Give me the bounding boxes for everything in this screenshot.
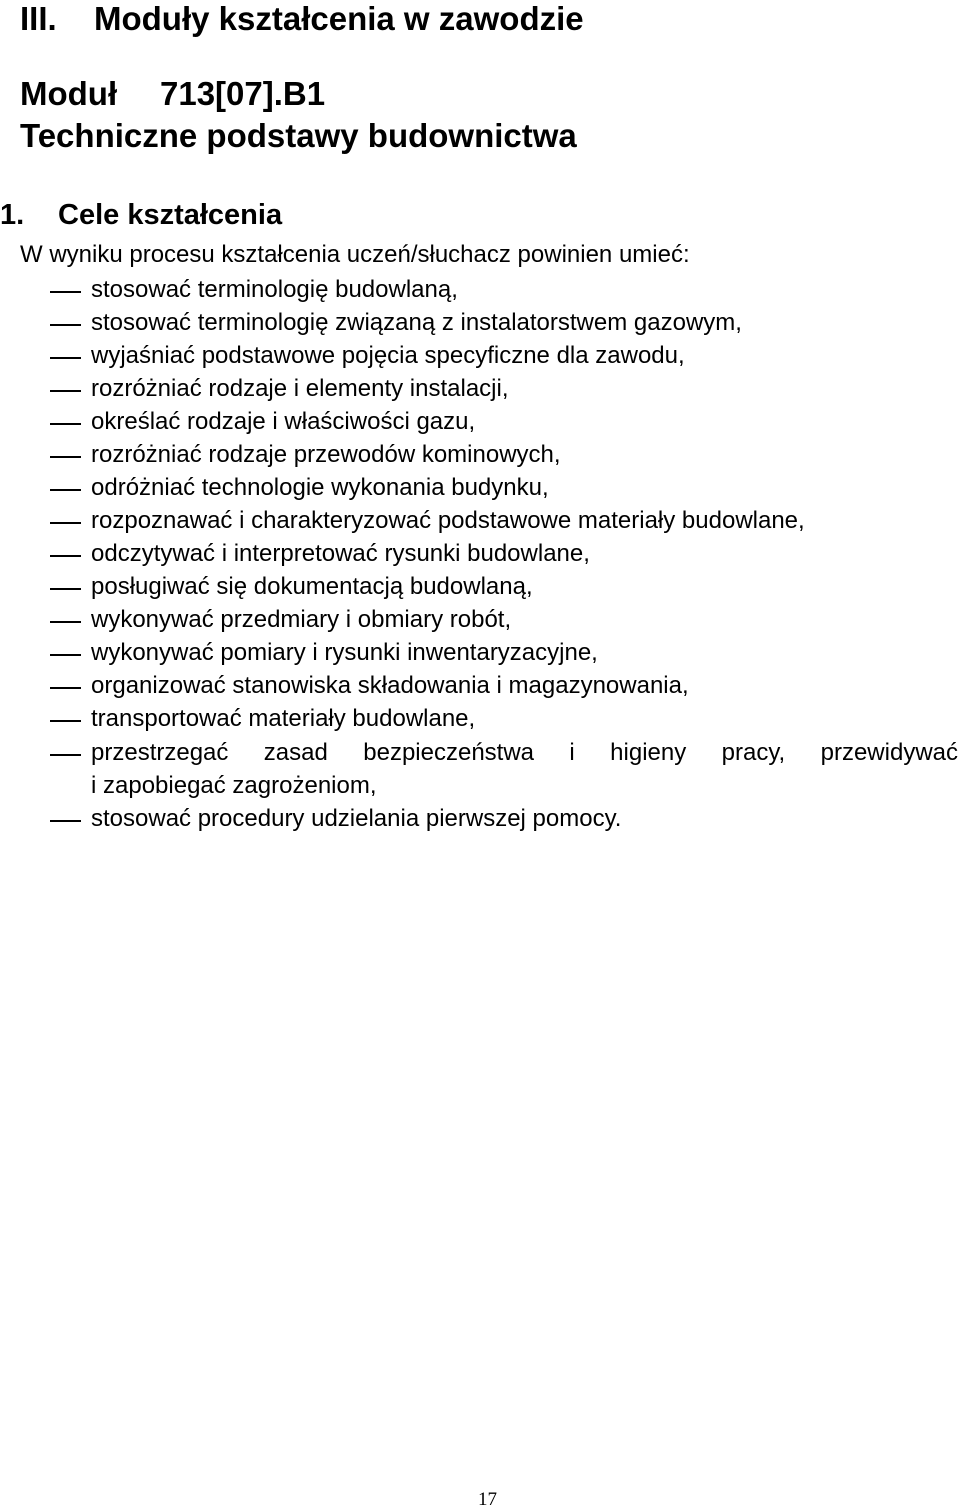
list-item: wyjaśniać podstawowe pojęcia specyficzne dla zawodu, bbox=[91, 342, 685, 369]
section-number: 1. bbox=[0, 199, 25, 231]
list-item: transportować materiały budowlane, bbox=[91, 705, 476, 732]
section-intro: W wyniku procesu kształcenia uczeń/słuchacz powinien umieć: bbox=[20, 241, 690, 268]
list-item: stosować procedury udzielania pierwszej pomocy. bbox=[91, 805, 622, 832]
dash-bullet bbox=[50, 820, 81, 822]
section-title: Cele kształcenia bbox=[58, 199, 283, 231]
list-item: posługiwać się dokumentacją budowlaną, bbox=[91, 573, 533, 600]
list-item: przestrzegać zasad bezpieczeństwa i higieny pracy, przewidywać bbox=[91, 739, 958, 766]
list-item: organizować stanowiska składowania i magazynowania, bbox=[91, 672, 689, 699]
module-title: Techniczne podstawy budownictwa bbox=[20, 117, 577, 154]
dash-bullet bbox=[50, 357, 81, 359]
dash-bullet bbox=[50, 654, 81, 656]
dash-bullet bbox=[50, 456, 81, 458]
list-item: wykonywać przedmiary i obmiary robót, bbox=[91, 606, 512, 633]
dash-bullet bbox=[50, 390, 81, 392]
list-item: odróżniać technologie wykonania budynku, bbox=[91, 474, 549, 501]
list-item: rozpoznawać i charakteryzować podstawowe materiały budowlane, bbox=[91, 507, 805, 534]
dash-bullet bbox=[50, 555, 81, 557]
page-number: 17 bbox=[478, 1489, 497, 1510]
dash-bullet bbox=[50, 324, 81, 326]
dash-bullet bbox=[50, 423, 81, 425]
list-item-continuation: i zapobiegać zagrożeniom, bbox=[91, 772, 377, 799]
list-item: rozróżniać rodzaje przewodów kominowych, bbox=[91, 441, 561, 468]
part-numeral: III. bbox=[20, 0, 57, 37]
list-item: odczytywać i interpretować rysunki budowlane, bbox=[91, 540, 590, 567]
dash-bullet bbox=[50, 489, 81, 491]
part-title: Moduły kształcenia w zawodzie bbox=[94, 0, 584, 37]
dash-bullet bbox=[50, 687, 81, 689]
module-label: Moduł bbox=[20, 75, 118, 112]
dash-bullet bbox=[50, 754, 81, 756]
list-item: stosować terminologię związaną z instalatorstwem gazowym, bbox=[91, 309, 742, 336]
dash-bullet bbox=[50, 621, 81, 623]
list-item: wykonywać pomiary i rysunki inwentaryzacyjne, bbox=[91, 639, 598, 666]
list-item: stosować terminologię budowlaną, bbox=[91, 276, 458, 303]
dash-bullet bbox=[50, 588, 81, 590]
module-code: 713[07].B1 bbox=[160, 75, 326, 112]
list-item: rozróżniać rodzaje i elementy instalacji, bbox=[91, 375, 509, 402]
dash-bullet bbox=[50, 720, 81, 722]
list-item: określać rodzaje i właściwości gazu, bbox=[91, 408, 476, 435]
dash-bullet bbox=[50, 522, 81, 524]
dash-bullet bbox=[50, 291, 81, 293]
